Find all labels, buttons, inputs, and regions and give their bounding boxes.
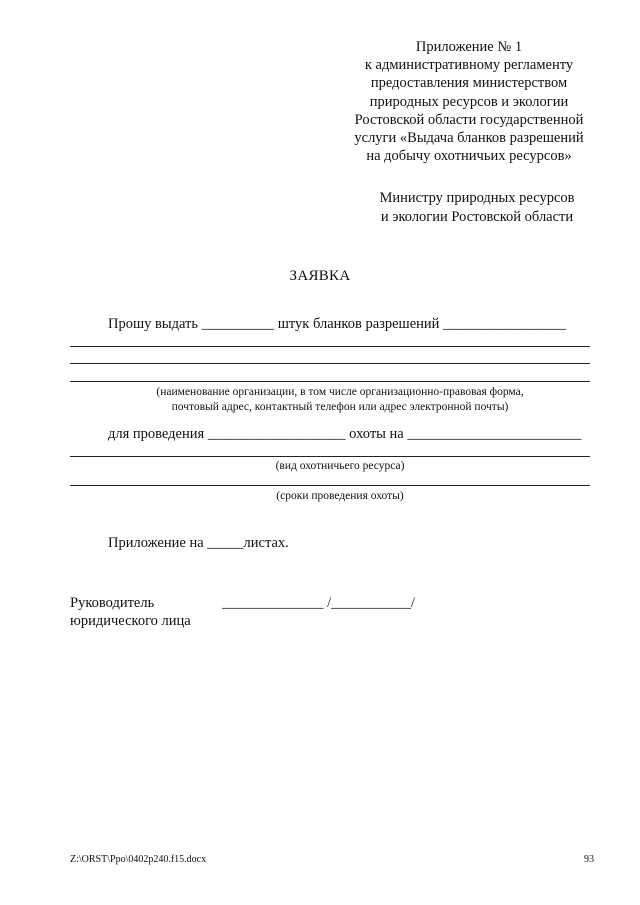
signatory-label: Руководитель xyxy=(70,595,155,611)
signature-fields: ______________ /___________/ xyxy=(222,595,415,611)
addressee-line: Министру природных ресурсов xyxy=(379,190,575,206)
dates-caption: (сроки проведения охоты) xyxy=(276,490,404,502)
addressee-line: и экологии Ростовской области xyxy=(380,208,574,225)
attachment-line: Приложение на _____листах. xyxy=(108,535,289,551)
appendix-header-line: на добычу охотничьих ресурсов» xyxy=(366,148,572,165)
dates-fill-line xyxy=(70,485,590,486)
org-fill-line xyxy=(70,363,590,364)
appendix-header-line: природных ресурсов и экологии xyxy=(369,93,569,110)
signatory-label: юридического лица xyxy=(70,613,191,629)
addressee xyxy=(352,189,602,226)
org-caption: (наименование организации, в том числе организационно-правовая форма, xyxy=(156,386,524,398)
resource-fill-line xyxy=(70,456,590,457)
org-caption: почтовый адрес, контактный телефон или адрес электронной почты) xyxy=(171,401,509,413)
appendix-header-line: предоставления министерством xyxy=(370,75,568,92)
request-line: Прошу выдать __________ штук бланков разрешений _________________ xyxy=(108,316,567,332)
appendix-header-line: Приложение № 1 xyxy=(415,39,523,55)
appendix-header-line: к административному регламенту xyxy=(364,57,574,74)
file-path: Z:\ORST\Ppo\0402p240.f15.docx xyxy=(70,854,207,865)
document-title: ЗАЯВКА xyxy=(289,268,351,284)
page-number: 93 xyxy=(584,854,594,865)
appendix-header xyxy=(334,38,604,165)
appendix-header-line: услуги «Выдача бланков разрешений xyxy=(354,130,584,147)
purpose-line: для проведения ___________________ охоты на ________________________ xyxy=(108,426,582,442)
org-fill-line xyxy=(70,381,590,382)
resource-caption: (вид охотничьего ресурса) xyxy=(275,460,405,472)
org-fill-line xyxy=(70,346,590,347)
appendix-header-line: Ростовской области государственной xyxy=(354,111,584,128)
